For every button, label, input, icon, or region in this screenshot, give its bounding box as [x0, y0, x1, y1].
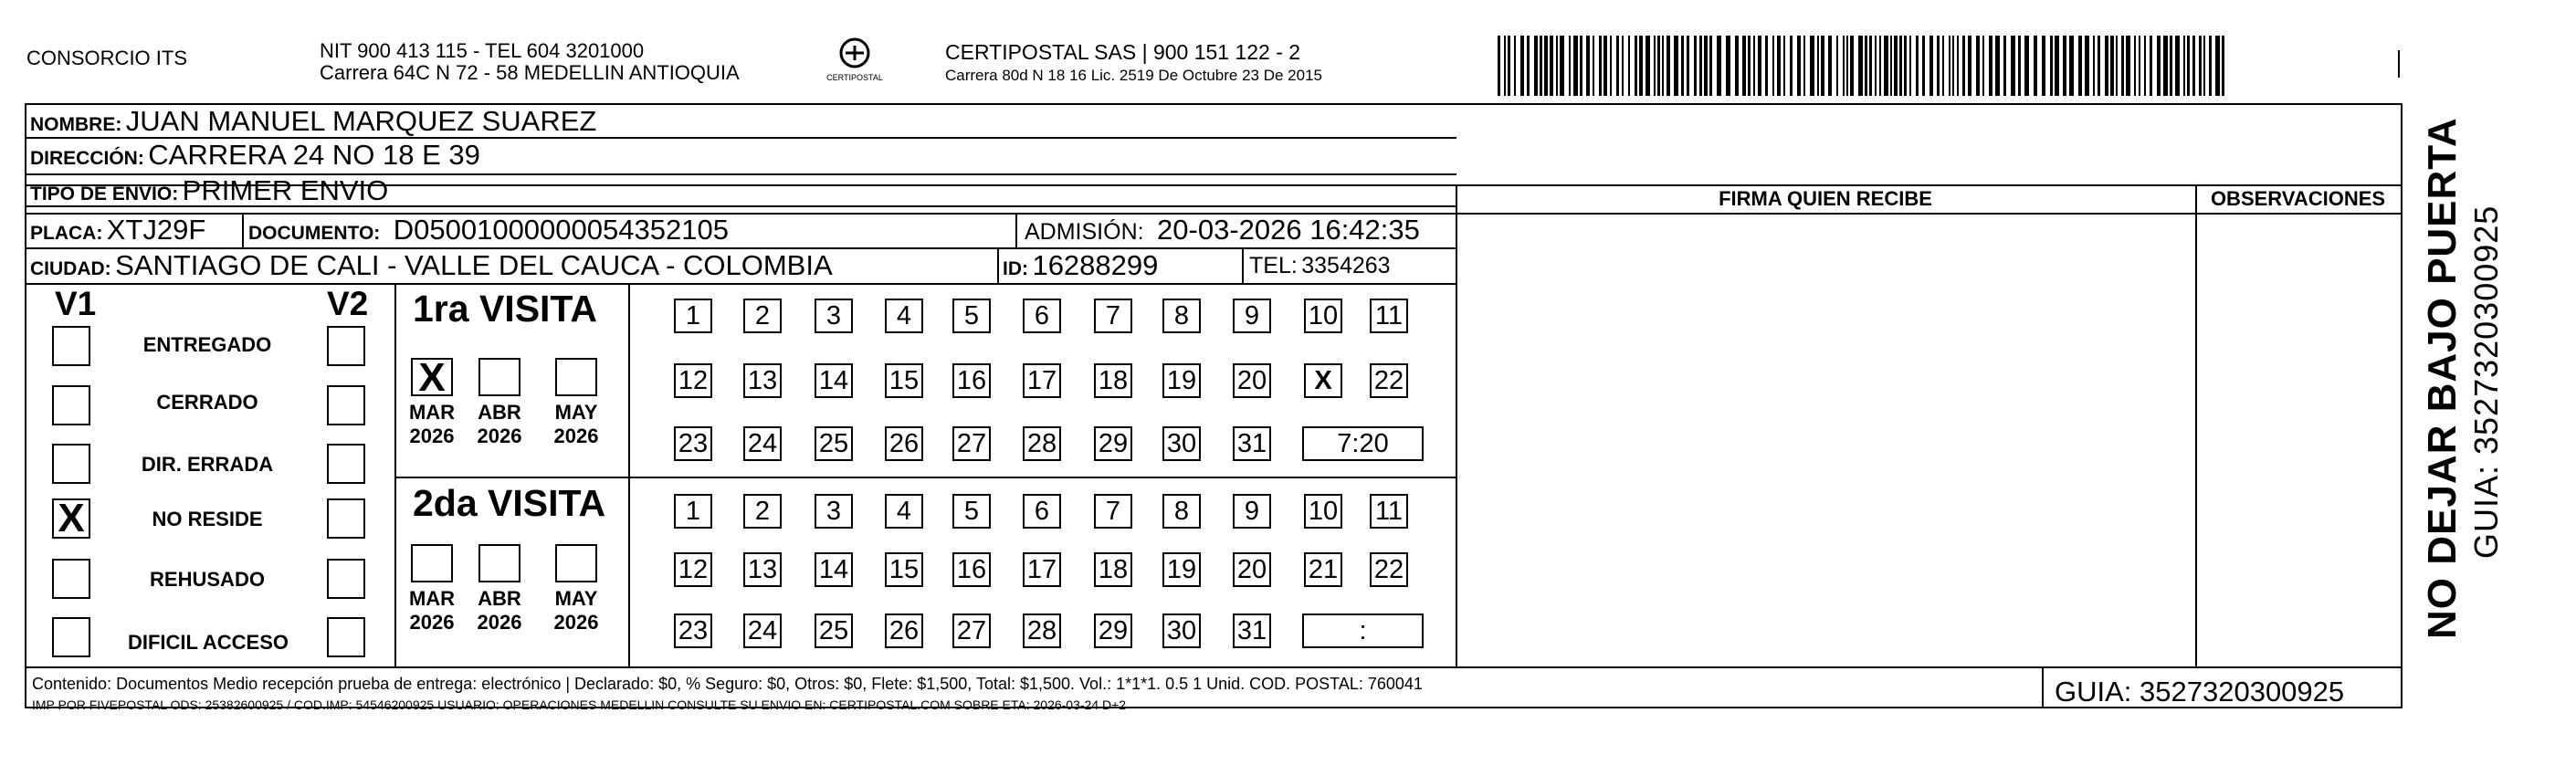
year-label: 2026 [477, 425, 522, 447]
day-box[interactable]: 16 [952, 552, 991, 587]
option-cerrado: CERRADO [156, 391, 258, 414]
tick-mark [2398, 50, 2400, 78]
barcode-bar [2105, 36, 2108, 96]
barcode-bar [2192, 36, 2195, 96]
day-box[interactable]: 7 [1094, 494, 1132, 529]
barcode-bar [1742, 36, 1746, 96]
day-box[interactable]: 31 [1233, 426, 1271, 461]
guia-vertical: GUIA: 3527320300925 [2467, 204, 2505, 559]
certipostal-logo [822, 35, 888, 89]
barcode-image [1498, 36, 2228, 96]
col-divider [997, 247, 999, 283]
admision-field [1025, 214, 1420, 252]
v2-checkbox-rehusado[interactable] [327, 559, 365, 599]
barcode-bar [1817, 36, 1819, 96]
day-box[interactable]: 7 [1094, 299, 1132, 333]
barcode-bar [1894, 36, 1898, 96]
direccion-label: DIRECCIÓN: [30, 148, 144, 169]
barcode-bar [1843, 36, 1845, 96]
day-box[interactable]: 28 [1023, 426, 1061, 461]
tel-field [1249, 249, 1391, 286]
day-box-checked[interactable]: X [1304, 363, 1342, 398]
documento-field [248, 214, 729, 252]
barcode-bar [1952, 36, 1954, 96]
col-divider [2042, 666, 2044, 708]
barcode-bar [1504, 36, 1506, 96]
day-box[interactable]: 1 [674, 494, 712, 529]
day-box[interactable]: 19 [1162, 363, 1201, 398]
barcode-bar [1635, 36, 1637, 96]
nombre-label: NOMBRE: [30, 114, 122, 135]
day-box[interactable]: 9 [1233, 299, 1271, 333]
signature-area[interactable] [1461, 219, 2190, 662]
barcode-bar [1909, 36, 1911, 96]
placa-field [30, 214, 205, 252]
certipostal-line: CERTIPOSTAL SAS | 900 151 122 - 2 [945, 40, 1301, 64]
barcode-bar [1772, 36, 1774, 96]
day-box[interactable]: 3 [815, 494, 853, 529]
day-box[interactable]: 17 [1023, 363, 1061, 398]
month-label: ABR [478, 401, 521, 424]
day-box[interactable]: 23 [674, 426, 712, 461]
ciudad-value: SANTIAGO DE CALI - VALLE DEL CAUCA - COLOMBIA [115, 249, 833, 281]
barcode-bar [1694, 36, 1697, 96]
barcode-bar [1667, 36, 1670, 96]
barcode-bar [1681, 36, 1684, 96]
month-label: ABR [478, 587, 521, 610]
barcode-bar [1593, 36, 1594, 96]
barcode-bar [2069, 36, 2074, 96]
day-box[interactable]: 2 [743, 299, 782, 333]
second-visit-title: 2da VISITA [413, 482, 606, 524]
barcode-bar [2170, 36, 2172, 96]
col-divider [628, 283, 630, 666]
barcode-bar [1753, 36, 1755, 96]
barcode-bar [1662, 36, 1664, 96]
day-box[interactable]: 14 [815, 552, 853, 587]
barcode-bar [1540, 36, 1542, 96]
barcode-bar [2011, 36, 2015, 96]
day-box[interactable]: 25 [815, 613, 853, 648]
barcode-bar [2215, 36, 2220, 96]
day-box[interactable]: 27 [952, 613, 991, 648]
placa-label: PLACA: [30, 223, 103, 244]
day-box[interactable]: 5 [952, 299, 991, 333]
barcode-bar [2126, 36, 2130, 96]
documento-label: DOCUMENTO: [248, 223, 381, 244]
day-box[interactable]: 5 [952, 494, 991, 529]
logo-caption: CERTIPOSTAL [826, 73, 883, 82]
day-box[interactable]: 25 [815, 426, 853, 461]
day-box[interactable]: 16 [952, 363, 991, 398]
day-box[interactable]: 23 [674, 613, 712, 648]
direccion-value: CARRERA 24 NO 18 E 39 [148, 139, 480, 171]
barcode-bar [2134, 36, 2136, 96]
barcode-bar [2199, 36, 2202, 96]
barcode-bar [1810, 36, 1814, 96]
year-label: 2026 [553, 425, 599, 447]
barcode-bar [1777, 36, 1781, 96]
day-box[interactable]: 6 [1023, 494, 1061, 529]
col-divider [2401, 103, 2403, 708]
option-entregado: ENTREGADO [142, 333, 272, 356]
day-box[interactable]: 17 [1023, 552, 1061, 587]
barcode-bar [2063, 36, 2066, 96]
barcode-bar [1645, 36, 1650, 96]
day-box[interactable]: 3 [815, 299, 853, 333]
tel-label: TEL: [1249, 253, 1298, 278]
month-label: MAY [554, 401, 598, 424]
barcode-bar [1544, 36, 1548, 96]
barcode-bar [1534, 36, 1538, 96]
barcode-bar [1654, 36, 1656, 96]
barcode-bar [1790, 36, 1793, 96]
day-box[interactable]: 4 [885, 299, 923, 333]
col-divider [2195, 184, 2197, 666]
v2-checkbox-no-reside[interactable] [327, 498, 365, 539]
option-no-reside: NO RESIDE [152, 508, 263, 530]
day-box[interactable]: 19 [1162, 552, 1201, 587]
visit-time-box[interactable]: 7:20 [1302, 426, 1424, 461]
row-divider [25, 666, 2403, 668]
day-box[interactable]: 24 [743, 613, 782, 648]
barcode-bar [2183, 36, 2185, 96]
barcode-bar [1560, 36, 1564, 96]
barcode-bar [1836, 36, 1838, 96]
v1-checkbox-entregado[interactable] [52, 326, 90, 366]
barcode-bar [1850, 36, 1854, 96]
barcode-bar [1989, 36, 1992, 96]
barcode-bar [1657, 36, 1660, 96]
documento-value: D05001000000054352105 [393, 214, 729, 246]
v1-checkbox-no-reside[interactable] [52, 498, 90, 539]
day-box[interactable]: 11 [1370, 299, 1408, 333]
id-value: 16288299 [1032, 249, 1159, 281]
v1-checkbox-cerrado[interactable] [52, 385, 90, 425]
day-box[interactable]: 22 [1370, 552, 1408, 587]
barcode-bar [1674, 36, 1678, 96]
nombre-value: JUAN MANUEL MARQUEZ SUAREZ [125, 105, 597, 137]
day-box[interactable]: 15 [885, 552, 923, 587]
barcode-bar [1556, 36, 1558, 96]
day-box[interactable]: 12 [674, 363, 712, 398]
v1-checkbox-dificil-acceso[interactable] [52, 617, 90, 657]
visit-time-box[interactable]: : [1302, 613, 1424, 648]
barcode-bar [1735, 36, 1739, 96]
check-mark: X [58, 496, 85, 540]
day-box[interactable]: 18 [1094, 552, 1132, 587]
day-box[interactable]: 8 [1162, 299, 1201, 333]
barcode-bar [1586, 36, 1590, 96]
barcode-bar [1821, 36, 1824, 96]
barcode-bar [1937, 36, 1940, 96]
day-box[interactable]: 12 [674, 552, 712, 587]
barcode-bar [1846, 36, 1848, 96]
barcode-bar [1709, 36, 1712, 96]
barcode-bar [2098, 36, 2100, 96]
barcode-bar [2163, 36, 2168, 96]
month-label: MAR [408, 587, 456, 610]
nombre-row [30, 105, 596, 143]
option-dir-errada: DIR. ERRADA [141, 453, 274, 476]
day-box[interactable]: 27 [952, 426, 991, 461]
month-checkbox[interactable] [411, 544, 453, 582]
day-box[interactable]: 4 [885, 494, 923, 529]
id-label: ID: [1003, 258, 1028, 279]
v2-checkbox-entregado[interactable] [327, 326, 365, 366]
barcode-bar [1527, 36, 1530, 96]
v1-label: V1 [55, 285, 97, 322]
barcode-bar [1968, 36, 1971, 96]
tel-value: 3354263 [1301, 253, 1391, 278]
day-box[interactable]: 18 [1094, 363, 1132, 398]
v1-checkbox-dir-errada[interactable] [52, 444, 90, 484]
barcode-bar [1949, 36, 1950, 96]
day-box[interactable]: 30 [1162, 613, 1201, 648]
barcode-bar [1890, 36, 1892, 96]
tipo-envio-label: TIPO DE ENVIO: [30, 184, 179, 204]
tipo-envio-value: PRIMER ENVIO [182, 174, 389, 206]
day-box[interactable]: 20 [1233, 552, 1271, 587]
col-divider [1242, 247, 1244, 283]
placa-value: XTJ29F [106, 214, 206, 246]
v2-checkbox-dir-errada[interactable] [327, 444, 365, 484]
day-box[interactable]: 6 [1023, 299, 1061, 333]
day-box[interactable]: 8 [1162, 494, 1201, 529]
barcode-bar [2203, 36, 2205, 96]
barcode-bar [1929, 36, 1933, 96]
barcode-bar [2175, 36, 2180, 96]
ciudad-label: CIUDAD: [30, 258, 111, 279]
col-divider [1456, 184, 1457, 666]
barcode-bar [1610, 36, 1612, 96]
firma-label: FIRMA QUIEN RECIBE [1719, 187, 1932, 210]
barcode-bar [1995, 36, 2000, 96]
day-box[interactable]: 21 [1304, 552, 1342, 587]
day-box[interactable]: 13 [743, 552, 782, 587]
barcode-bar [1922, 36, 1925, 96]
barcode-bar [1765, 36, 1768, 96]
imp-line: IMP POR FIVEPOSTAL ODS: 25382600925 / COD.IMP: 54546200925 USUARIO: OPERACIONES MEDELLIN CONSULTE SU ENVIO EN: CERTIPOSTAL.COM SOBRE ETA: 2026-03-24 D+2 [32, 697, 1127, 712]
barcode-bar [1573, 36, 1578, 96]
day-box[interactable]: 26 [885, 426, 923, 461]
barcode-bar [2110, 36, 2114, 96]
month-checkbox[interactable] [411, 355, 453, 400]
barcode-bar [2093, 36, 2095, 96]
barcode-bar [1899, 36, 1902, 96]
month-checkbox[interactable] [555, 358, 597, 396]
observaciones-area[interactable] [2201, 219, 2396, 662]
tipo-envio-row [30, 174, 388, 213]
v2-checkbox-dificil-acceso[interactable] [327, 617, 365, 657]
year-label: 2026 [409, 611, 455, 634]
barcode-bar [1976, 36, 1980, 96]
barcode-bar [1982, 36, 1984, 96]
barcode-bar [1828, 36, 1832, 96]
barcode-bar [1904, 36, 1907, 96]
barcode-bar [1865, 36, 1867, 96]
day-box[interactable]: 11 [1370, 494, 1408, 529]
barcode-bar [1916, 36, 1919, 96]
day-box[interactable]: 24 [743, 426, 782, 461]
barcode-bar [1783, 36, 1785, 96]
col-divider [1015, 213, 1017, 247]
day-box[interactable]: 14 [815, 363, 853, 398]
barcode-bar [1748, 36, 1751, 96]
month-label: MAR [408, 401, 456, 424]
barcode-bar [1957, 36, 1959, 96]
day-box[interactable]: 10 [1304, 299, 1342, 333]
license-line: Carrera 80d N 18 16 Lic. 2519 De Octubre 23 De 2015 [945, 67, 1322, 84]
barcode-bar [2078, 36, 2082, 96]
barcode-bar [1580, 36, 1582, 96]
barcode-bar [1699, 36, 1702, 96]
barcode-bar [1603, 36, 1607, 96]
barcode-bar [2187, 36, 2190, 96]
month-checkbox[interactable] [555, 544, 597, 582]
day-box[interactable]: 15 [885, 363, 923, 398]
observaciones-label: OBSERVACIONES [2210, 187, 2386, 210]
barcode-bar [2121, 36, 2124, 96]
address-line: Carrera 64C N 72 - 58 MEDELLIN ANTIOQUIA [320, 61, 740, 84]
day-box[interactable]: 29 [1094, 426, 1132, 461]
barcode-bar [1758, 36, 1761, 96]
day-box[interactable]: 20 [1233, 363, 1271, 398]
barcode-bar [1514, 36, 1516, 96]
col-divider [242, 213, 244, 247]
direccion-row [30, 139, 480, 177]
barcode-bar [2157, 36, 2161, 96]
day-box[interactable]: 2 [743, 494, 782, 529]
barcode-bar [1508, 36, 1510, 96]
day-box[interactable]: 10 [1304, 494, 1342, 529]
ciudad-field [30, 249, 833, 288]
barcode-bar [1628, 36, 1630, 96]
no-dejar-warning: NO DEJAR BAJO PUERTA [2420, 117, 2465, 639]
guia-footer: GUIA: 3527320300925 [2055, 676, 2345, 708]
day-box[interactable]: 22 [1370, 363, 1408, 398]
barcode-bar [1639, 36, 1643, 96]
admision-value: 20-03-2026 16:42:35 [1157, 214, 1420, 246]
barcode-bar [2139, 36, 2140, 96]
barcode-bar [2150, 36, 2152, 96]
col-divider [394, 283, 396, 666]
barcode-bar [2055, 36, 2059, 96]
barcode-bar [2018, 36, 2021, 96]
barcode-bar [1569, 36, 1571, 96]
day-box[interactable]: 30 [1162, 426, 1201, 461]
barcode-bar [2116, 36, 2118, 96]
row-divider [394, 477, 1456, 478]
id-field [1003, 249, 1158, 288]
month-checkbox[interactable] [478, 358, 520, 396]
barcode-bar [1962, 36, 1965, 96]
barcode-bar [1858, 36, 1863, 96]
barcode-bar [1803, 36, 1805, 96]
barcode-bar [2085, 36, 2089, 96]
nit-line: NIT 900 413 115 - TEL 604 3201000 [320, 39, 645, 62]
barcode-bar [1599, 36, 1602, 96]
first-visit-title: 1ra VISITA [413, 288, 598, 330]
barcode-bar [2003, 36, 2006, 96]
check-mark: X [418, 355, 446, 400]
day-box[interactable]: 28 [1023, 613, 1061, 648]
barcode-bar [2034, 36, 2037, 96]
barcode-bar [1687, 36, 1689, 96]
option-rehusado: REHUSADO [150, 568, 265, 591]
day-box[interactable]: 31 [1233, 613, 1271, 648]
barcode-bar [1726, 36, 1730, 96]
barcode-bar [2050, 36, 2053, 96]
contenido-line: Contenido: Documentos Medio recepción prueba de entrega: electrónico | Declarado: $0, % Seguro: $0, Otros: $0, Flete: $1,500, Total: $1,500. Vol.: 1*1*1. 0.5 1 Unid. COD. POSTAL: 760041 [32, 675, 1423, 693]
barcode-bar [1875, 36, 1877, 96]
barcode-bar [1717, 36, 1721, 96]
day-box[interactable]: 13 [743, 363, 782, 398]
barcode-bar [1520, 36, 1524, 96]
month-label: MAY [554, 587, 598, 610]
barcode-bar [1869, 36, 1872, 96]
barcode-bar [1797, 36, 1801, 96]
day-box[interactable]: 1 [674, 299, 712, 333]
day-box[interactable]: 26 [885, 613, 923, 648]
year-label: 2026 [477, 611, 522, 634]
barcode-bar [1884, 36, 1888, 96]
year-label: 2026 [409, 425, 455, 447]
day-box[interactable]: 9 [1233, 494, 1271, 529]
day-box[interactable]: 29 [1094, 613, 1132, 648]
company-name: CONSORCIO ITS [26, 47, 188, 69]
barcode-bar [1704, 36, 1708, 96]
barcode-bar [1879, 36, 1881, 96]
v2-label: V2 [327, 285, 369, 322]
barcode-bar [1942, 36, 1944, 96]
admision-label: ADMISIÓN: [1025, 219, 1144, 245]
option-dificil-acceso: DIFICIL ACCESO [127, 631, 289, 654]
barcode-bar [1550, 36, 1553, 96]
v1-checkbox-rehusado[interactable] [52, 559, 90, 599]
barcode [1498, 36, 2228, 96]
barcode-bar [1498, 36, 1500, 96]
barcode-bar [2209, 36, 2212, 96]
year-label: 2026 [553, 611, 599, 634]
barcode-bar [1616, 36, 1619, 96]
month-checkbox[interactable] [478, 544, 520, 582]
barcode-bar [2024, 36, 2029, 96]
barcode-bar [2144, 36, 2146, 96]
v2-checkbox-cerrado[interactable] [327, 385, 365, 425]
barcode-bar [2042, 36, 2045, 96]
barcode-bar [1622, 36, 1624, 96]
barcode-bar [2222, 36, 2224, 96]
